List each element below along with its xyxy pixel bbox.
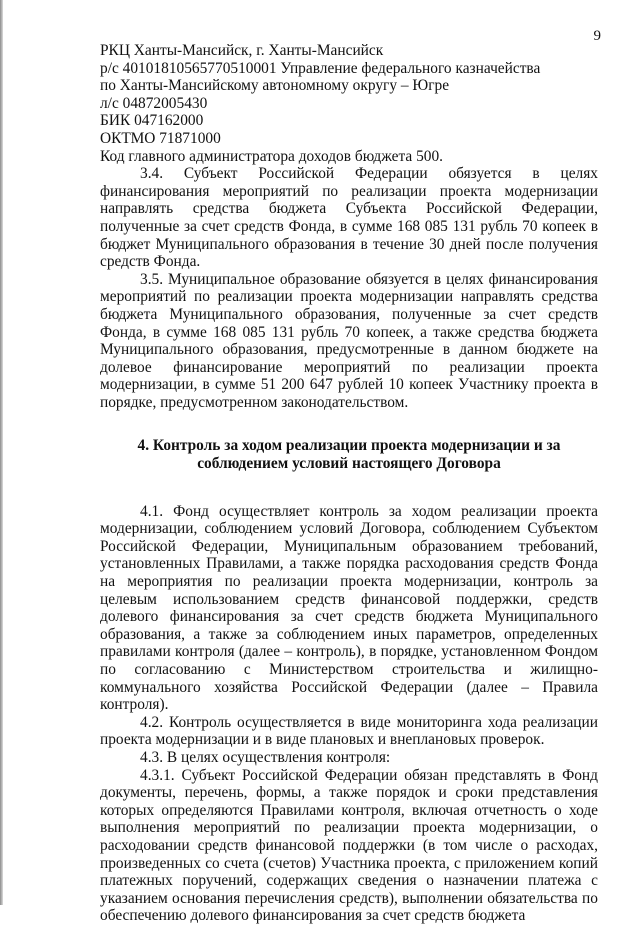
bank-details-line: ОКТМО 71871000: [100, 129, 221, 147]
bank-details-line: Код главного администратора доходов бюджета 500.: [100, 147, 444, 165]
paragraph-3-4: 3.4. Субъект Российской Федерации обязуется в целях финансирования мероприятий по реализации проекта модернизации направлять средства бюджета Субъекта Российской Федерации, полученные за счет средств Фонда, в сумме 168 085 131 рубль 70 копеек в бюджет Муниципального образования в течение 30 дней после получения средств Фонда.: [100, 165, 598, 271]
paragraph-4-3-1: 4.3.1. Субъект Российской Федерации обязан представлять в Фонд документы, перечень, формы, а также порядок и сроки представления которых определяются Правилами контроля, включая отчетность о ходе выполнения мероприятий по реализации проекта модернизации, о расходовании средств финансовой поддержки (в том числе о расходах, произведенных со счета (счетов) Участника проекта, с приложением копий платежных поручений, содержащих сведения о назначении платежа с указанием основания перечисления средств), выполнении обязательства по обеспечению долевого финансирования за счет средств бюджета: [100, 766, 598, 925]
document-body: [100, 42, 598, 925]
bank-details-line: по Ханты-Мансийскому автономному округу – Югре: [100, 77, 450, 95]
section-heading: 4. Контроль за ходом реализации проекта модернизации и за соблюдением условий настоящего Договора: [137, 437, 561, 473]
paragraph-3-5: 3.5. Муниципальное образование обязуется в целях финансирования мероприятий по реализации проекта модернизации направлять средства бюджета Муниципального образования, полученные за счет средств Фонда, в сумме 168 085 131 рубль 70 копеек, а также средства бюджета Муниципального образования, предусмотренные в данном бюджете на долевое финансирование мероприятий по реализации проекта модернизации, в сумме 51 200 647 рублей 10 копеек Участнику проекта в порядке, предусмотренном законодательством.: [100, 270, 598, 411]
bank-details: [100, 42, 598, 165]
paragraph-4-3: 4.3. В целях осуществления контроля:: [140, 748, 391, 766]
bank-details-line: р/с 40101810565770510001 Управление федерального казначейства: [100, 59, 541, 77]
bank-details-line: БИК 047162000: [100, 112, 204, 130]
page-number: 9: [593, 28, 601, 44]
spacer: [100, 411, 598, 437]
spacer: [100, 473, 598, 503]
bank-details-line: л/с 04872005430: [100, 94, 208, 112]
paragraph-4-2: 4.2. Контроль осуществляется в виде мониторинга хода реализации проекта модернизации и в виде плановых и внеплановых проверок.: [100, 713, 598, 749]
paragraph-4-1: 4.1. Фонд осуществляет контроль за ходом реализации проекта модернизации, соблюдением условий Договора, соблюдением Субъектом Российской Федерации, Муниципальным образованием требований, установленных Правилами, а также порядка расходования средств Фонда на мероприятия по реализации проекта модернизации, контроль за целевым использованием средств финансовой поддержки, средств долевого финансирования за счет средств бюджета Муниципального образования, а также за соблюдением иных параметров, определенных правилами контроля (далее – контроль), в порядке, установленном Фондом по согласованию с Министерством строительства и жилищно-коммунального хозяйства Российской Федерации (далее – Правила контроля).: [100, 502, 598, 714]
scan-edge: [0, 0, 3, 905]
bank-details-line: РКЦ Ханты-Мансийск, г. Ханты-Мансийск: [100, 42, 384, 59]
